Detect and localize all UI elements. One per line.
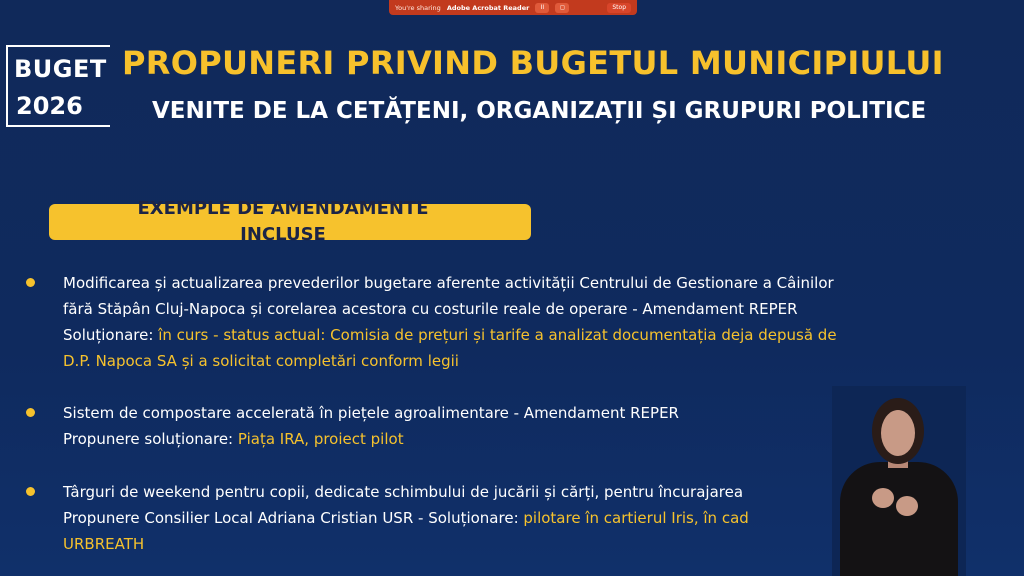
solution-value: Piața IRA, proiect pilot [237,430,404,448]
slide-subtitle: VENITE DE LA CETĂȚENI, ORGANIZAȚII ȘI GRUPURI POLITICE [152,98,927,124]
sign-language-interpreter-video [832,386,966,576]
sharing-status-text: You're sharing [395,3,441,12]
list-item [63,479,857,557]
item-solution [63,426,679,452]
slide-title: PROPUNERI PRIVIND BUGETUL MUNICIPIULUI [122,44,944,82]
item-text: Sistem de compostare accelerată în piețele agroalimentare - Amendament REPER [63,404,679,422]
interpreter-face [881,410,915,456]
item-text: Târguri de weekend pentru copii, dedicate schimbului de jucării și cărți, pentru încurajarea [63,483,744,501]
solution-value: D.P. Napoca SA și a solicitat completări conform legii [63,352,459,370]
item-solution [63,322,837,348]
interpreter-hand [896,496,918,516]
list-item [63,400,679,452]
screen-share-bar [389,0,637,15]
solution-label: Propunere Consilier Local Adriana Cristian USR - Soluționare: [63,509,524,527]
item-text: fără Stăpân Cluj-Napoca și corelarea acestora cu costurile reale de operare - Amendament REPER [63,300,798,318]
bullet-icon [26,408,35,417]
bullet-icon [26,487,35,496]
solution-value: pilotare în cartierul Iris, în cad [523,509,749,527]
badge-year: 2026 [16,92,83,120]
solution-label: Propunere soluționare: [63,430,238,448]
bullet-icon [26,278,35,287]
shared-app-name: Adobe Acrobat Reader [446,3,530,12]
section-label-line-2: INCLUSE [240,224,326,245]
solution-value: în curs - status actual: Comisia de prețuri și tarife a analizat documentația deja depusă de [158,326,837,344]
item-text: Modificarea și actualizarea prevederilor bugetare aferente activității Centrului de Gestionare a Câinilor [63,274,834,292]
share-settings-button[interactable]: ◻ [555,3,569,13]
pause-share-button[interactable]: II [535,3,549,13]
item-solution [63,505,857,531]
section-label [108,193,458,251]
stop-share-button[interactable]: Stop [607,3,631,13]
list-item [63,270,837,374]
section-label-line-1: EXEMPLE DE AMENDAMENTE [137,198,429,219]
interpreter-hand [872,488,894,508]
badge-label: BUGET [14,55,107,83]
solution-value: URBREATH [63,535,145,553]
solution-label: Soluționare: [63,326,159,344]
interpreter-body [840,462,958,576]
